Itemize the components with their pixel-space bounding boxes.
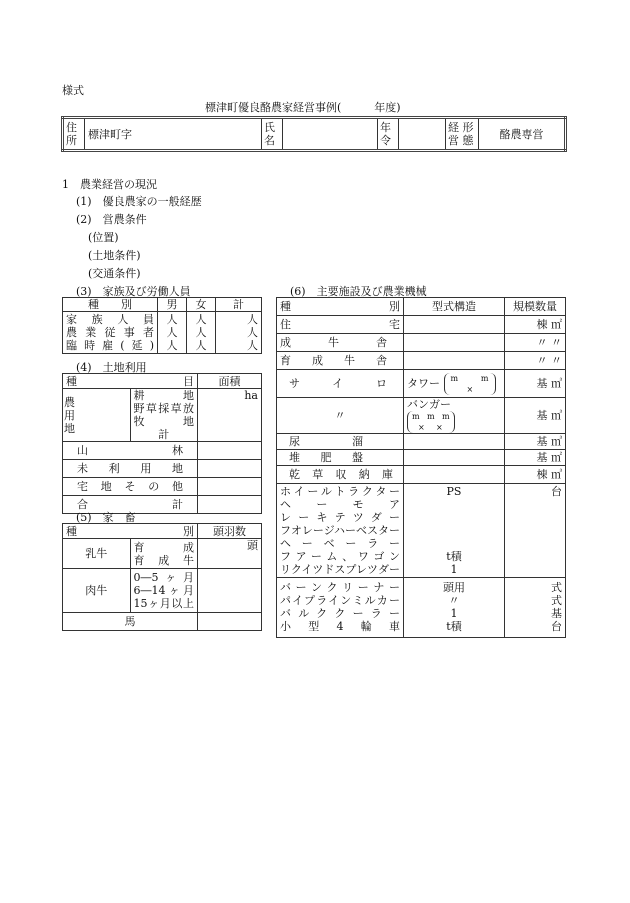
livestock-table	[62, 523, 262, 631]
family-header-male: 男	[158, 298, 187, 312]
facility-house-type[interactable]	[404, 316, 505, 334]
unused-area[interactable]	[198, 460, 262, 478]
age-field[interactable]	[399, 118, 446, 151]
machinery-scale-a[interactable]: 台	[505, 484, 566, 578]
family-header-total: 計	[216, 298, 262, 312]
beef-items: 0―5ヶ月 6―14ヶ月 15ヶ月以上	[130, 569, 198, 613]
facility-adult-barn-type[interactable]	[404, 334, 505, 352]
facility-bunker-type[interactable]: バンガー m m m × ×	[404, 398, 505, 434]
facility-hay-storage-type[interactable]	[404, 466, 505, 484]
farmland-group-label: 農 用 地	[63, 389, 131, 442]
section-1-1-heading: (1) 優良農家の一般経歴	[76, 195, 202, 208]
facility-manure-pad-type[interactable]	[404, 450, 505, 466]
family-male-units[interactable]: 人 人 人	[158, 312, 187, 354]
facility-hay-storage: 乾草収納庫	[277, 466, 404, 484]
landuse-unused: 未利用地	[63, 460, 198, 478]
family-header-female: 女	[187, 298, 216, 312]
family-total-units[interactable]: 人 人 人	[216, 312, 262, 354]
facility-adult-barn-scale[interactable]: 〃 〃	[505, 334, 566, 352]
machinery-type-b[interactable]: 頭用 〃 1 t積	[404, 578, 505, 638]
facilities-header-scale: 規模数量	[505, 298, 566, 316]
machinery-scale-b[interactable]: 式 式 基 台	[505, 578, 566, 638]
facility-silo: サイロ	[277, 370, 404, 398]
section-1-heading: 1 農業経営の現況	[62, 178, 157, 191]
facility-silo-scale[interactable]: 基 ㎥	[505, 370, 566, 398]
section-3-heading: (3) 家族及び労働人員	[76, 285, 191, 298]
facility-urine-tank: 尿 溜	[277, 434, 404, 450]
family-female-units[interactable]: 人 人 人	[187, 312, 216, 354]
facility-bunker: 〃	[277, 398, 404, 434]
facilities-table	[276, 297, 566, 638]
facility-young-barn: 育成牛舎	[277, 352, 404, 370]
landuse-total: 合 計	[63, 496, 198, 514]
landuse-table	[62, 373, 262, 514]
family-table	[62, 297, 262, 354]
name-label: 氏 名	[262, 118, 283, 151]
facility-bunker-scale[interactable]: 基 ㎥	[505, 398, 566, 434]
machinery-type-a[interactable]: PS t積 1	[404, 484, 505, 578]
beef-count[interactable]	[198, 569, 262, 613]
landuse-header-kind: 種 目	[63, 374, 198, 389]
section-6-heading: (6) 主要施設及び農業機械	[290, 285, 427, 298]
land-condition-label: (土地条件)	[88, 249, 141, 262]
header-table	[61, 116, 567, 152]
total-area[interactable]	[198, 496, 262, 514]
dairy-count[interactable]: 頭	[198, 539, 262, 569]
facility-manure-pad: 堆肥盤	[277, 450, 404, 466]
machinery-list-b: バーンクリーナー パイプラインミルカー バルククーラー 小型4輪車	[277, 578, 404, 638]
dairy-label: 乳牛	[63, 539, 131, 569]
form-label: 様式	[62, 84, 84, 97]
facilities-header-kind: 種 別	[277, 298, 404, 316]
facility-house-scale[interactable]: 棟 ㎡	[505, 316, 566, 334]
landuse-residential: 宅地その他	[63, 478, 198, 496]
facility-young-barn-scale[interactable]: 〃 〃	[505, 352, 566, 370]
machinery-list-a: ホイールトラクター ヘーモア レーキテツダー フオレージハーベスター ヘーベーラー フアーム、ワゴン リクイツドスプレツダー	[277, 484, 404, 578]
age-label: 年 令	[378, 118, 399, 151]
address-label: 住 所	[63, 118, 85, 151]
section-4-heading: (4) 土地利用	[76, 361, 147, 374]
farmland-area[interactable]: ha	[198, 389, 262, 442]
family-row-labels: 家族人員 農業従事者 臨時雇(延)	[63, 312, 158, 354]
livestock-header-kind: 種 別	[63, 524, 198, 539]
management-field[interactable]: 酪農専営	[479, 118, 566, 151]
facility-young-barn-type[interactable]	[404, 352, 505, 370]
horse-count[interactable]	[198, 613, 262, 631]
landuse-header-area: 面積	[198, 374, 262, 389]
livestock-header-count: 頭羽数	[198, 524, 262, 539]
facility-adult-barn: 成牛舎	[277, 334, 404, 352]
beef-label: 肉牛	[63, 569, 131, 613]
address-field[interactable]: 標津町字	[85, 118, 262, 151]
facility-urine-tank-type[interactable]	[404, 434, 505, 450]
section-1-2-heading: (2) 営農条件	[76, 213, 147, 226]
residential-area[interactable]	[198, 478, 262, 496]
facility-silo-type[interactable]: タワー m m ×	[404, 370, 505, 398]
facility-urine-tank-scale[interactable]: 基 ㎥	[505, 434, 566, 450]
farmland-items: 耕 地 野草採草放牧地 計	[130, 389, 198, 442]
document-title: 標津町優良酪農家経営事例( 年度)	[205, 101, 401, 114]
facility-manure-pad-scale[interactable]: 基 ㎡	[505, 450, 566, 466]
facility-house: 住 宅	[277, 316, 404, 334]
landuse-mountain: 山 林	[63, 442, 198, 460]
facility-hay-storage-scale[interactable]: 棟 ㎥	[505, 466, 566, 484]
location-label: (位置)	[88, 231, 119, 244]
family-header-kind: 種 別	[63, 298, 158, 312]
mountain-area[interactable]	[198, 442, 262, 460]
section-5-heading: (5) 家 畜	[76, 511, 136, 524]
dairy-items: 育 成 育成牛	[130, 539, 198, 569]
traffic-condition-label: (交通条件)	[88, 267, 141, 280]
name-field[interactable]	[283, 118, 378, 151]
horse-label: 馬	[63, 613, 198, 631]
management-label: 経 形 営 態	[446, 118, 479, 151]
facilities-header-type: 型式構造	[404, 298, 505, 316]
